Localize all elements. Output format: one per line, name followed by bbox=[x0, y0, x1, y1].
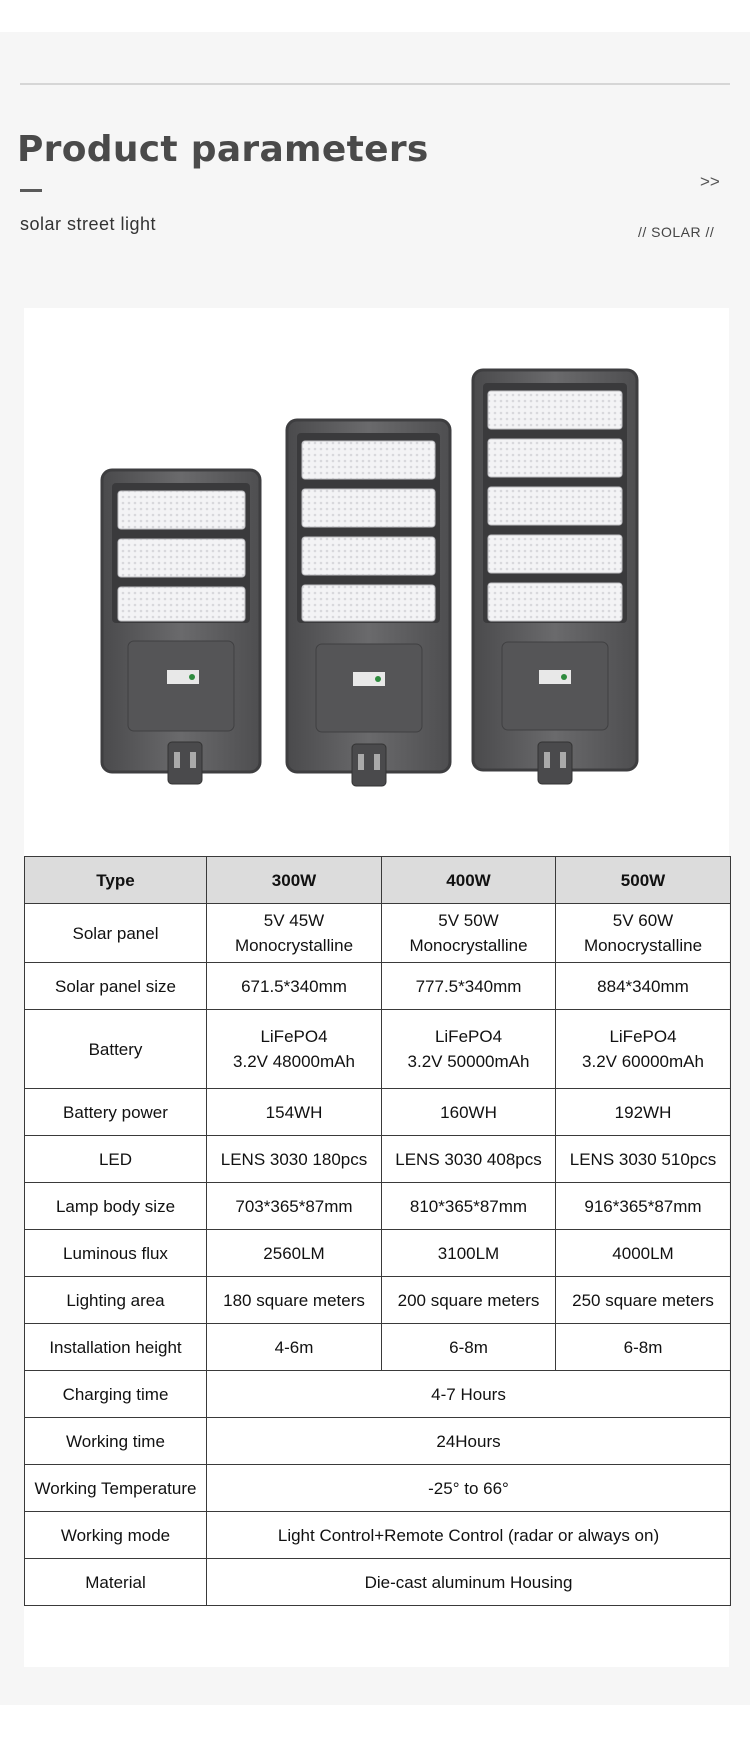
table-cell bbox=[556, 904, 731, 963]
cell-text: 200 square meters bbox=[397, 1290, 540, 1310]
table-cell bbox=[556, 1183, 731, 1230]
row-label: Solar panel size bbox=[25, 963, 207, 1010]
cell-text: 160WH bbox=[440, 1102, 497, 1122]
cell-text: 3100LM bbox=[437, 1243, 500, 1263]
row-label: Battery power bbox=[25, 1089, 207, 1136]
table-row bbox=[25, 963, 731, 1010]
cell-text: 777.5*340mm bbox=[415, 976, 522, 996]
table-cell bbox=[556, 1230, 731, 1277]
table-cell bbox=[382, 1089, 556, 1136]
row-label: Battery bbox=[25, 1010, 207, 1089]
table-cell bbox=[382, 1230, 556, 1277]
cell-text: 6-8m bbox=[449, 1337, 488, 1357]
product-photo bbox=[24, 308, 729, 856]
table-cell: 24Hours bbox=[207, 1418, 731, 1465]
table-cell bbox=[382, 1324, 556, 1371]
cell-text: 4-6m bbox=[274, 1337, 314, 1357]
cell-text: LiFePO4 bbox=[260, 1027, 328, 1046]
table-cell bbox=[207, 1230, 382, 1277]
row-label: Luminous flux bbox=[25, 1230, 207, 1277]
cell-text: 5V 45W bbox=[263, 911, 325, 930]
cell-text: 916*365*87mm bbox=[584, 1196, 702, 1216]
cell-text: 703*365*87mm bbox=[235, 1196, 353, 1216]
street-light-500w-icon bbox=[473, 370, 637, 784]
row-label: Working time bbox=[25, 1418, 207, 1465]
table-header-row bbox=[25, 857, 731, 904]
table-cell: Die-cast aluminum Housing bbox=[207, 1559, 731, 1606]
table-cell bbox=[556, 1089, 731, 1136]
row-label: Solar panel bbox=[25, 904, 207, 963]
street-light-400w-icon bbox=[287, 420, 450, 786]
table-cell bbox=[382, 1277, 556, 1324]
row-label: LED bbox=[25, 1136, 207, 1183]
cell-text: LiFePO4 bbox=[609, 1027, 677, 1046]
cell-text: LENS 3030 408pcs bbox=[395, 1149, 542, 1169]
cell-text: 5V 60W bbox=[612, 911, 674, 930]
cell-text: LENS 3030 510pcs bbox=[569, 1149, 717, 1169]
double-chevron-right-icon: >> bbox=[700, 172, 720, 191]
table-row bbox=[25, 1089, 731, 1136]
cell-text: 192WH bbox=[614, 1102, 672, 1122]
column-header: 500W bbox=[556, 857, 731, 904]
table-cell bbox=[207, 1089, 382, 1136]
table-row bbox=[25, 1371, 731, 1418]
table-row bbox=[25, 1136, 731, 1183]
table-cell: Light Control+Remote Control (radar or always on) bbox=[207, 1512, 731, 1559]
cell-text: 5V 50W bbox=[438, 911, 499, 930]
table-cell bbox=[207, 1324, 382, 1371]
table-row bbox=[25, 904, 731, 963]
product-card bbox=[24, 308, 729, 1667]
cell-text: Monocrystalline bbox=[234, 936, 354, 955]
table-cell bbox=[556, 1324, 731, 1371]
cell-text: 180 square meters bbox=[223, 1290, 365, 1310]
cell-text: 4000LM bbox=[612, 1243, 674, 1263]
page-subtitle: solar street light bbox=[20, 214, 157, 234]
table-body bbox=[25, 904, 731, 1606]
table-cell bbox=[556, 1136, 731, 1183]
table-cell: -25° to 66° bbox=[207, 1465, 731, 1512]
row-label: Lighting area bbox=[25, 1277, 207, 1324]
table-cell bbox=[207, 1010, 382, 1089]
table-row bbox=[25, 1559, 731, 1606]
cell-text: 810*365*87mm bbox=[409, 1196, 528, 1216]
spec-table bbox=[24, 856, 731, 1606]
table-cell bbox=[207, 1277, 382, 1324]
cell-text: Monocrystalline bbox=[583, 936, 703, 955]
title-underline bbox=[20, 189, 42, 192]
solar-tag: // SOLAR // bbox=[638, 224, 715, 240]
row-label: Installation height bbox=[25, 1324, 207, 1371]
table-row bbox=[25, 1324, 731, 1371]
cell-text: 884*340mm bbox=[597, 976, 689, 996]
top-divider bbox=[20, 83, 730, 85]
column-header: 300W bbox=[207, 857, 382, 904]
table-cell bbox=[382, 1010, 556, 1089]
row-label: Material bbox=[25, 1559, 207, 1606]
table-row bbox=[25, 1277, 731, 1324]
cell-text: 671.5*340mm bbox=[241, 976, 347, 996]
product-image bbox=[24, 308, 729, 856]
table-cell: 4-7 Hours bbox=[207, 1371, 731, 1418]
cell-text: 3.2V 50000mAh bbox=[407, 1052, 530, 1071]
cell-text: 6-8m bbox=[623, 1337, 663, 1357]
table-row bbox=[25, 1010, 731, 1089]
row-label: Working mode bbox=[25, 1512, 207, 1559]
row-label: Working Temperature bbox=[25, 1465, 207, 1512]
table-cell bbox=[556, 1010, 731, 1089]
column-header: 400W bbox=[382, 857, 556, 904]
table-cell bbox=[382, 963, 556, 1010]
table-row bbox=[25, 1230, 731, 1277]
table-cell bbox=[207, 1136, 382, 1183]
table-row bbox=[25, 1512, 731, 1559]
table-row bbox=[25, 1465, 731, 1512]
table-cell bbox=[207, 904, 382, 963]
cell-text: LENS 3030 180pcs bbox=[220, 1149, 368, 1169]
cell-text: LiFePO4 bbox=[434, 1027, 503, 1046]
cell-text: 2560LM bbox=[263, 1243, 325, 1263]
table-cell bbox=[556, 1277, 731, 1324]
street-light-300w-icon bbox=[102, 470, 260, 784]
cell-text: 3.2V 60000mAh bbox=[582, 1052, 704, 1071]
table-cell bbox=[382, 1183, 556, 1230]
table-cell bbox=[207, 963, 382, 1010]
table-row bbox=[25, 1418, 731, 1465]
table-cell bbox=[382, 1136, 556, 1183]
cell-text: 250 square meters bbox=[572, 1290, 714, 1310]
table-cell bbox=[382, 904, 556, 963]
page-title: Product parameters bbox=[17, 129, 429, 170]
table-cell bbox=[556, 963, 731, 1010]
cell-text: 3.2V 48000mAh bbox=[233, 1052, 355, 1071]
cell-text: 154WH bbox=[265, 1102, 323, 1122]
row-label: Lamp body size bbox=[25, 1183, 207, 1230]
row-label: Charging time bbox=[25, 1371, 207, 1418]
cell-text: Monocrystalline bbox=[409, 936, 528, 955]
column-header: Type bbox=[25, 857, 207, 904]
table-cell bbox=[207, 1183, 382, 1230]
table-row bbox=[25, 1183, 731, 1230]
